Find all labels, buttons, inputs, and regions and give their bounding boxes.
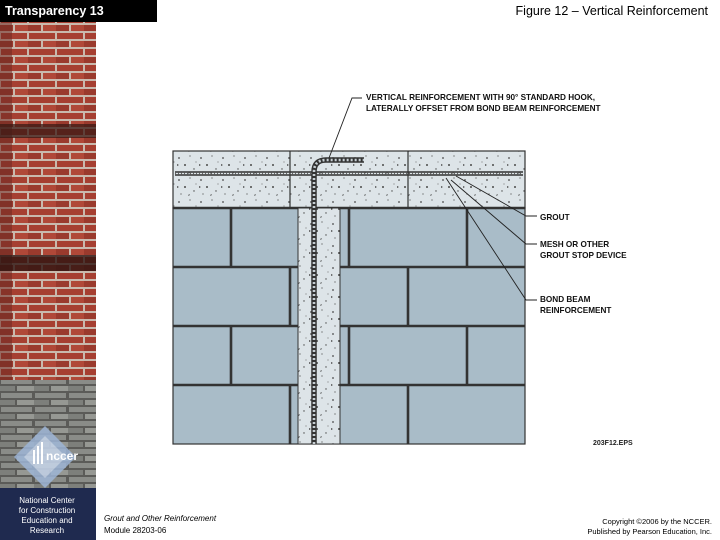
org-name-line: for Construction	[18, 506, 76, 515]
copyright-notice	[587, 517, 712, 537]
org-name-line: National Center	[19, 496, 75, 505]
organization-name	[2, 496, 92, 536]
mesh-label: GROUT STOP DEVICE	[540, 251, 627, 260]
vertical-reinforcement-label: VERTICAL REINFORCEMENT WITH 90° STANDARD HOOK,	[366, 93, 596, 102]
grouted-cell	[298, 208, 340, 444]
figure-title: Figure 12 – Vertical Reinforcement	[515, 4, 708, 18]
nccer-logo-text: nccer	[46, 449, 79, 463]
copyright-line: Copyright ©2006 by the NCCER.	[602, 517, 712, 526]
org-name-line: Research	[29, 526, 65, 535]
bond-beam-label: BOND BEAM	[540, 295, 591, 304]
module-number: Module 28203-06	[104, 526, 167, 535]
vertical-reinforcement-label: LATERALLY OFFSET FROM BOND BEAM REINFORCEMENT	[366, 104, 601, 113]
grout-label: GROUT	[540, 213, 570, 222]
bond-beam-label: REINFORCEMENT	[540, 306, 612, 315]
vertical-reinforcement-leader	[329, 98, 362, 158]
copyright-line: Published by Pearson Education, Inc.	[587, 527, 712, 536]
figure-reference-code: 203F12.EPS	[593, 440, 633, 447]
mesh-label: MESH OR OTHER	[540, 240, 610, 249]
module-title: Grout and Other Reinforcement	[104, 514, 217, 523]
org-name-line: Education and	[21, 516, 73, 525]
transparency-label: Transparency 13	[0, 0, 157, 22]
